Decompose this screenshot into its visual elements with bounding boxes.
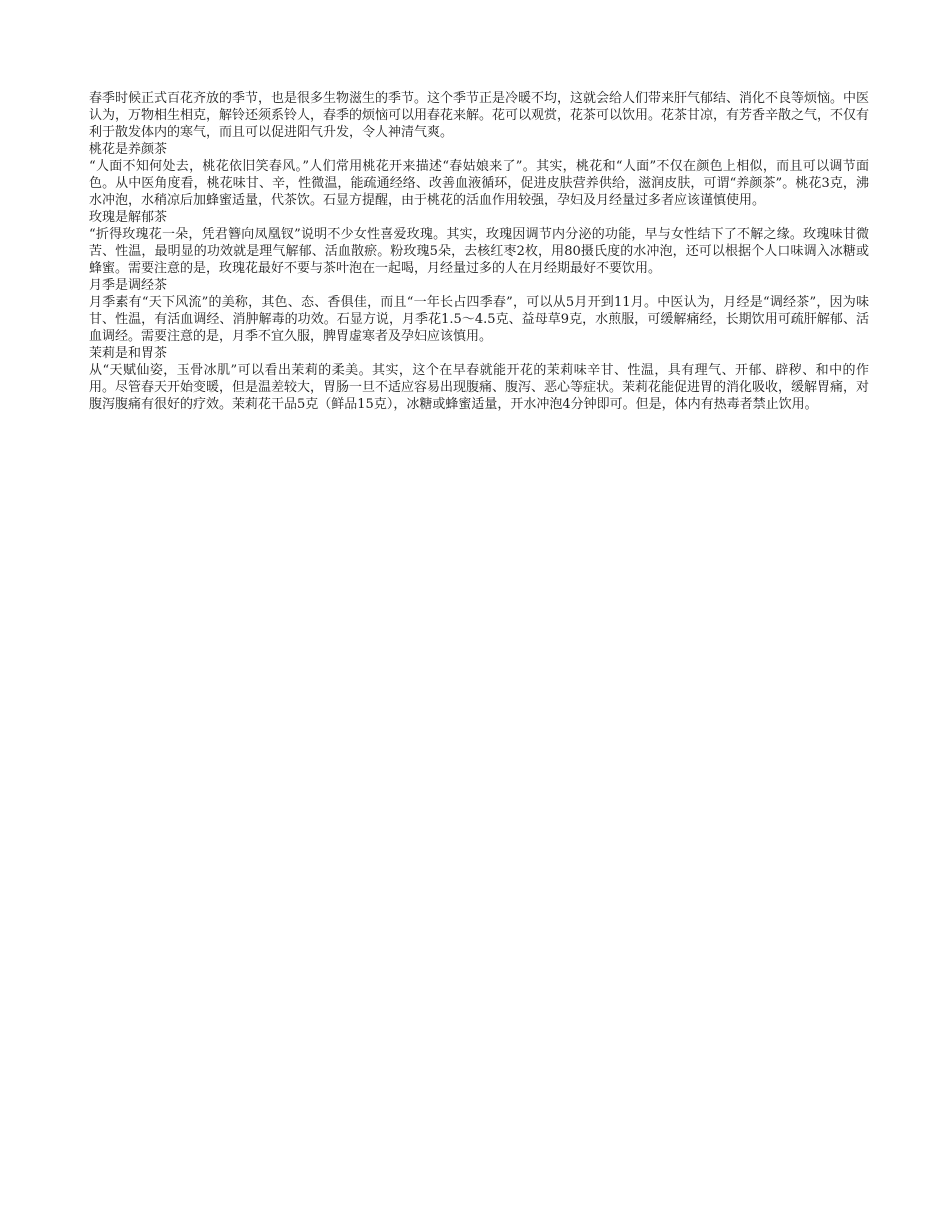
section-body-chinese-rose: 月季素有“天下风流”的美称，其色、态、香俱佳，而且“一年长占四季春”，可以从5月开到11月。中医认为，月经是“调经茶”，因为味甘、性温，有活血调经、消肿解毒的功效。石显方说，月季花1.5～4.5克、益母草9克，水煎服，可缓解痛经，长期饮用可疏肝解郁、活血调经。需要注意的是，月季不宜久服，脾胃虚寒者及孕妇应该慎用。 [89, 295, 869, 344]
section-body-peach: “人面不知何处去，桃花依旧笑春风。”人们常用桃花开来描述“春姑娘来了”。其实，桃花和“人面”不仅在颜色上相似，而且可以调节面色。从中医角度看，桃花味甘、辛，性微温，能疏通经络、改善血液循环，促进皮肤营养供给，滋润皮肤，可谓“养颜茶”。桃花3克，沸水冲泡，水稍凉后加蜂蜜适量，代茶饮。石显方提醒，由于桃花的活血作用较强，孕妇及月经量过多者应该谨慎使用。 [89, 159, 869, 208]
section-body-jasmine: 从“天赋仙姿，玉骨冰肌”可以看出茉莉的柔美。其实，这个在早春就能开花的茉莉味辛甘、性温，具有理气、开郁、辟秽、和中的作用。尽管春天开始变暖，但是温差较大，胃肠一旦不适应容易出现腹痛、腹泻、恶心等症状。茉莉花能促进胃的消化吸收，缓解胃痛，对腹泻腹痛有很好的疗效。茉莉花干品5克（鲜品15克），冰糖或蜂蜜适量，开水冲泡4分钟即可。但是，体内有热毒者禁止饮用。 [89, 363, 870, 412]
section-heading-peach: 桃花是养颜茶 [89, 142, 168, 157]
intro-paragraph: 春季时候正式百花齐放的季节，也是很多生物滋生的季节。这个季节正是冷暖不均，这就会给人们带来肝气郁结、消化不良等烦恼。中医认为，万物相生相克，解铃还须系铃人，春季的烦恼可以用春花来解。花可以观赏，花茶可以饮用。花茶甘凉，有芳香辛散之气，不仅有利于散发体内的寒气，而且可以促进阳气升发，令人神清气爽。 [89, 91, 870, 140]
section-body-rose: “折得玫瑰花一朵，凭君簪向凤凰钗”说明不少女性喜爱玫瑰。其实，玫瑰因调节内分泌的功能，早与女性结下了不解之缘。玫瑰味甘微苦、性温，最明显的功效就是理气解郁、活血散瘀。粉玫瑰5朵，去核红枣2枚，用80摄氏度的水冲泡，还可以根据个人口味调入冰糖或蜂蜜。需要注意的是，玫瑰花最好不要与茶叶泡在一起喝，月经量过多的人在月经期最好不要饮用。 [89, 227, 869, 276]
section-heading-rose: 玫瑰是解郁茶 [89, 210, 168, 225]
section-heading-jasmine: 茉莉是和胃茶 [89, 346, 168, 361]
section-heading-chinese-rose: 月季是调经茶 [89, 278, 168, 293]
article [89, 90, 869, 413]
